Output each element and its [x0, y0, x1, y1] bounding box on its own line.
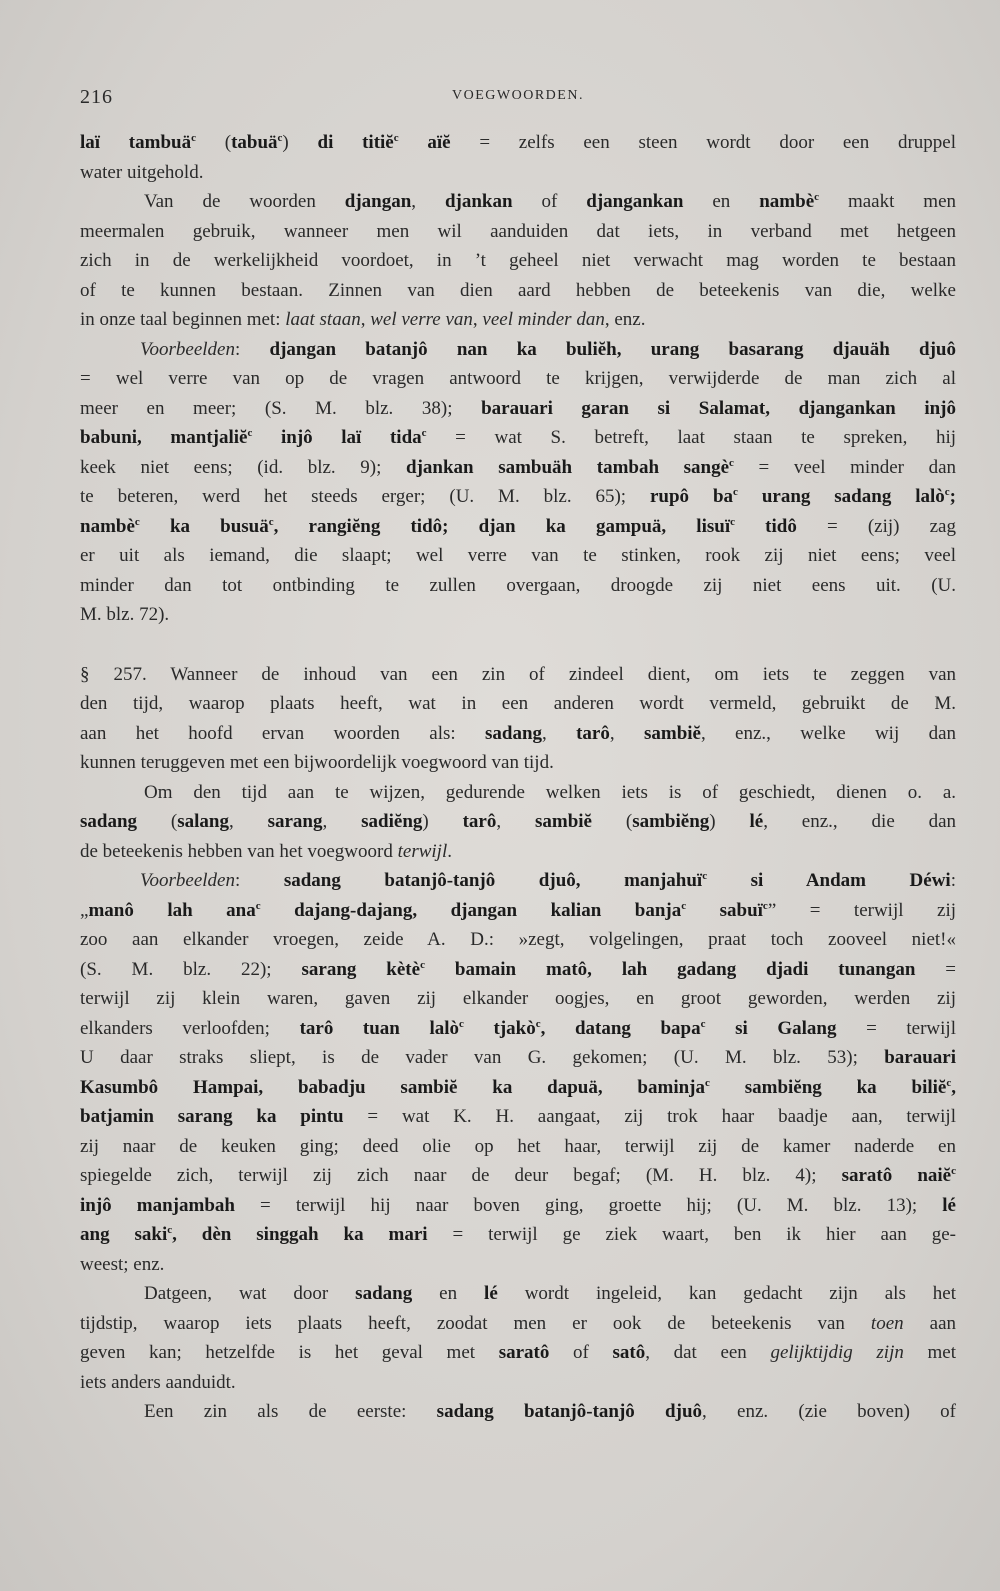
- text-line: minder dan tot ontbinding te zullen overgaan, droogde zij niet eens uit. (U.: [80, 574, 956, 596]
- text-line: = wel verre van op de vragen antwoord te krijgen, verwijderde de man zich al: [80, 368, 956, 389]
- text-line: water uitgehold.: [80, 161, 204, 183]
- text-line: meermalen gebruik, wanneer men wil aanduiden dat iets, in verband met hetgeen: [80, 220, 956, 242]
- text-line: Om den tijd aan te wijzen, gedurende welken iets is of geschiedt, dienen o. a.: [144, 781, 956, 803]
- text-line: Van de woorden djangan, djankan of djangankan en nambè$^c$ maakt men: [144, 191, 956, 212]
- text-line: batjamin sarang ka pintu = wat K. H. aangaat, zij trok haar baadje aan, terwijl: [80, 1106, 956, 1127]
- text-line: geven kan; hetzelfde is het geval met saratô of satô, dat een gelijktijdig zijn met: [80, 1342, 956, 1363]
- text-line: Datgeen, wat door sadang en lé wordt ingeleid, kan gedacht zijn als het: [144, 1283, 956, 1304]
- text-line: elkanders verloofden; tarô tuan lalò$^c$ tjakò$^c$, datang bapa$^c$ si Galang = terwijl: [80, 1017, 956, 1039]
- text-line: Voorbeelden: djangan batanjô nan ka buliĕh, urang basarang djauäh djuô: [140, 338, 956, 360]
- text-line: injô manjambah = terwijl hij naar boven ging, groette hij; (U. M. blz. 13); lé: [80, 1194, 956, 1216]
- text-line: de beteekenis hebben van het voegwoord terwijl.: [80, 840, 452, 862]
- running-title: VOEGWOORDEN.: [452, 88, 584, 103]
- text-line: § 257. Wanneer de inhoud van een zin of zindeel dient, om iets te zeggen van: [80, 663, 956, 685]
- text-line: babuni, mantjaliĕ$^c$ injô laï tida$^c$ = wat S. betreft, laat staan te spreken, hij: [80, 427, 956, 448]
- text-line: spiegelde zich, terwijl zij zich naar de deur begaf; (M. H. blz. 4); saratô naiĕ$^c$: [80, 1165, 956, 1186]
- text-line: kunnen teruggeven met een bijwoordelijk voegwoord van tijd.: [80, 752, 554, 773]
- page-header: [80, 86, 956, 110]
- text-line: terwijl zij klein waren, gaven zij elkander oogjes, en groot geworden, werden zij: [80, 988, 956, 1009]
- text-line: „manô lah ana$^c$ dajang-dajang, djangan kalian banja$^c$ sabuï$^c$” = terwijl zij: [80, 899, 956, 921]
- text-line: M. blz. 72).: [80, 604, 170, 625]
- text-line: ang saki$^c$, dèn singgah ka mari = terwijl ge ziek waart, ben ik hier aan ge-: [80, 1224, 956, 1245]
- text-line: Voorbeelden: sadang batanjô-tanjô djuô, manjahuï$^c$ si Andam Déwi:: [140, 870, 956, 891]
- text-line: den tijd, waarop plaats heeft, wat in een anderen wordt vermeld, gebruikt de M.: [80, 693, 956, 714]
- page-number: 216: [80, 86, 113, 108]
- text-line: laï tambuä$^c$ (tabuä$^c$) di titiĕ$^c$ aïĕ = zelfs een steen wordt door een druppel: [80, 132, 956, 153]
- text-line: meer en meer; (S. M. blz. 38); barauari garan si Salamat, djangankan injô: [80, 397, 956, 419]
- text-line: keek niet eens; (id. blz. 9); djankan sambuäh tambah sangè$^c$ = veel minder dan: [80, 456, 956, 478]
- text-line: iets anders aanduidt.: [80, 1371, 236, 1393]
- text-line: zoo aan elkander vroegen, zeide A. D.: »zegt, volgelingen, praat toch zooveel niet!«: [80, 929, 956, 950]
- text-line: aan het hoofd ervan woorden als: sadang, tarô, sambiĕ, enz., welke wij dan: [80, 722, 956, 744]
- text-line: sadang (salang, sarang, sadiĕng) tarô, sambiĕ (sambiĕng) lé, enz., die dan: [80, 811, 956, 832]
- text-line: er uit als iemand, die slaapt; wel verre van te stinken, rook zij niet eens; veel: [80, 545, 956, 566]
- text-line: zich in de werkelijkheid voordoet, in ’t geheel niet verwacht mag worden te bestaan: [80, 250, 956, 271]
- text-line: (S. M. blz. 22); sarang kètè$^c$ bamain matô, lah gadang djadi tunangan =: [80, 958, 956, 980]
- text-line: tijdstip, waarop iets plaats heeft, zoodat men er ook de beteekenis van toen aan: [80, 1312, 956, 1334]
- text-line: nambè$^c$ ka busuä$^c$, rangiĕng tidô; djan ka gampuä, lisuï$^c$ tidô = (zij) zag: [80, 515, 956, 537]
- text-line: zij naar de keuken ging; deed olie op het haar, terwijl zij de kamer naderde en: [80, 1135, 956, 1157]
- text-line: weest; enz.: [80, 1253, 165, 1275]
- paragraph-gap: [80, 630, 956, 660]
- text-line: Een zin als de eerste: sadang batanjô-tanjô djuô, enz. (zie boven) of: [144, 1401, 956, 1422]
- text-line: te beteren, werd het steeds erger; (U. M. blz. 65); rupô $ba^c$ urang sadang lalò$^c$;: [80, 486, 956, 507]
- text-line: of te kunnen bestaan. Zinnen van dien aard hebben de beteekenis van die, welke: [80, 279, 956, 301]
- text-line: in onze taal beginnen met: laat staan, wel verre van, veel minder dan, enz.: [80, 309, 646, 330]
- text-line: Kasumbô Hampai, babadju sambiĕ ka dapuä, baminja$^c$ sambiĕng ka biliĕ$^c$,: [80, 1076, 956, 1098]
- text-line: U daar straks sliept, is de vader van G. gekomen; (U. M. blz. 53); barauari: [80, 1047, 956, 1068]
- page-body-text: [80, 128, 956, 1427]
